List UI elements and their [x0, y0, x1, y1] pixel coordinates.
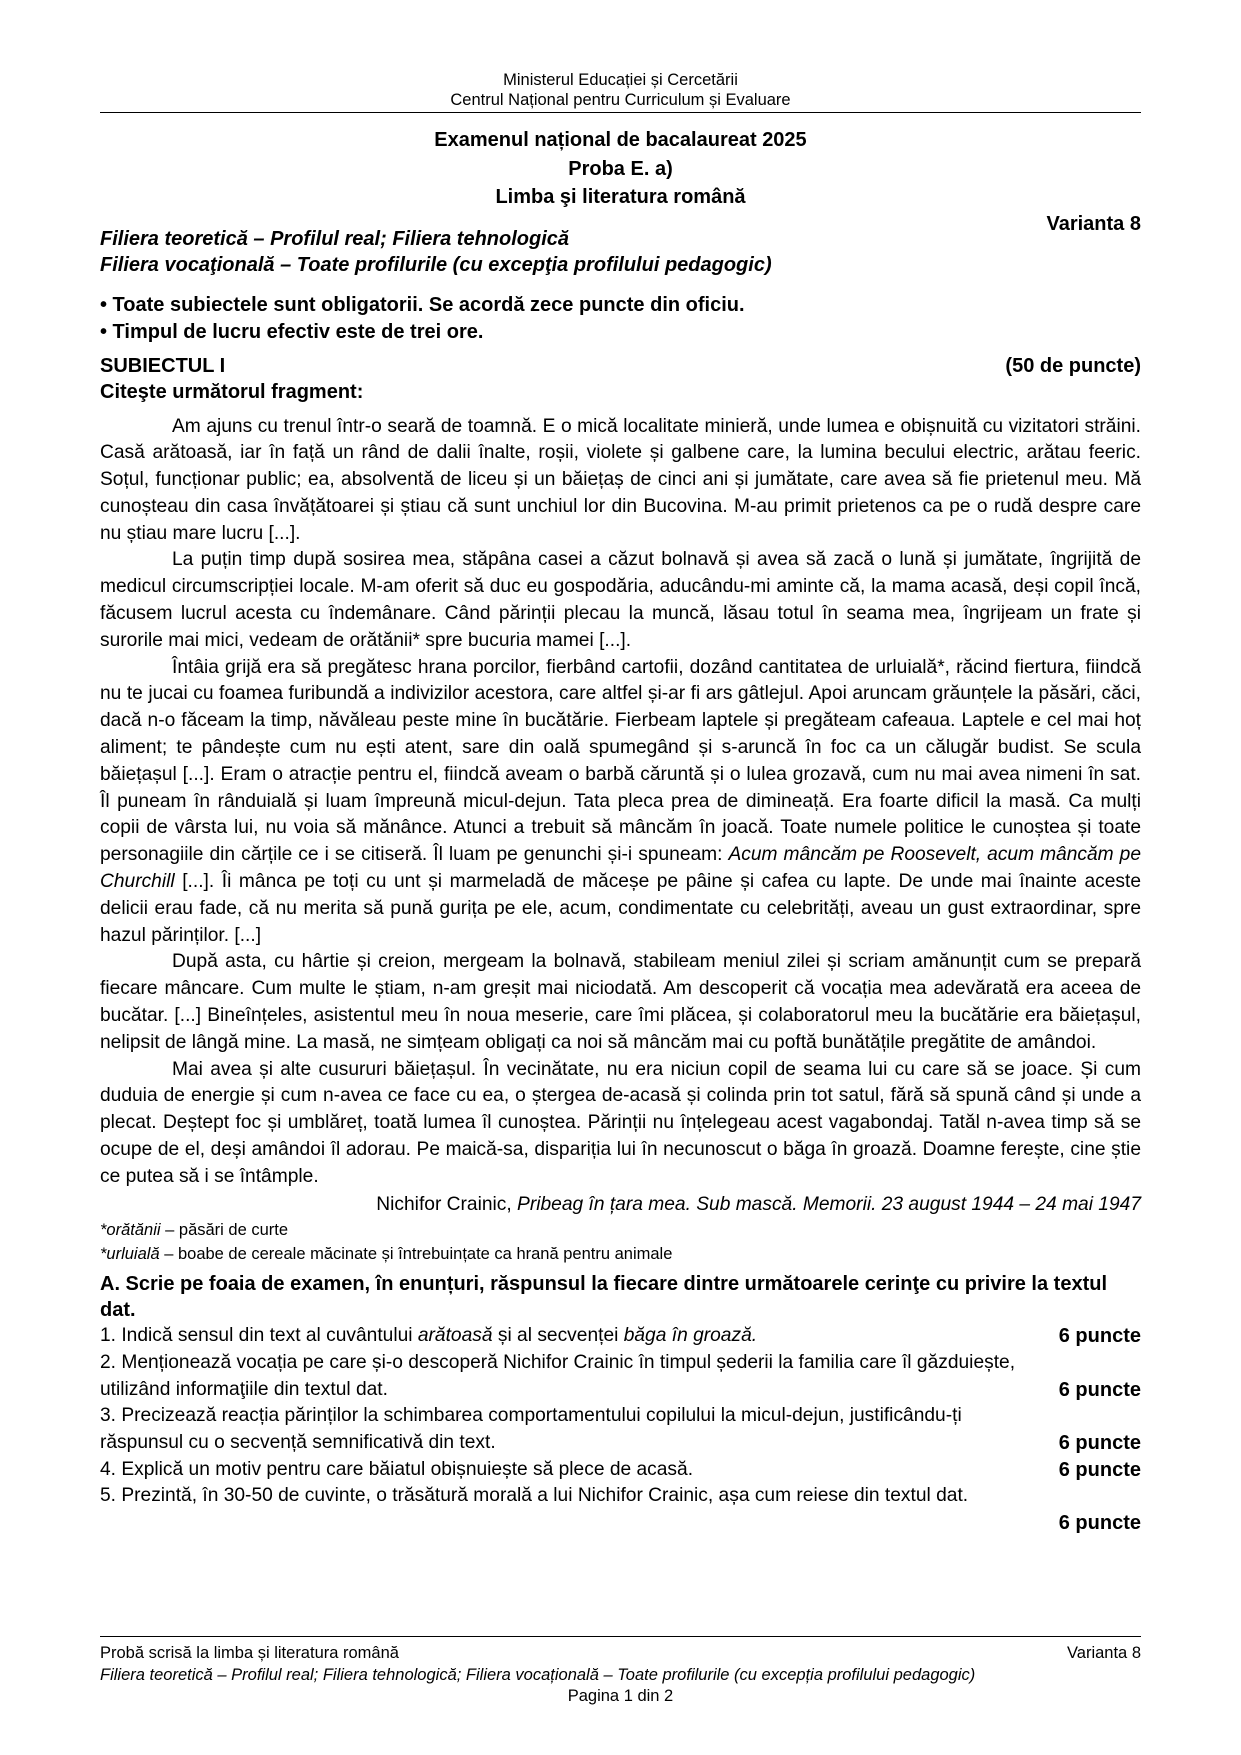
header-divider [100, 112, 1141, 113]
ministry-name: Ministerul Educației și Cercetării [503, 71, 738, 89]
rule-1: • Toate subiectele sunt obligatorii. Se acordă zece puncte din oficiu. [100, 293, 745, 316]
footnote-2 [100, 1242, 1141, 1266]
requirement-1-text-b: și al secvenței [492, 1325, 624, 1347]
requirement-5-text: 5. Prezintă, în 30-50 de cuvinte, o trăsătură morală a lui Nichifor Crainic, așa cum reiese din textul dat. [100, 1485, 969, 1507]
footnote-1-term: *orătănii [100, 1221, 161, 1240]
footnote-2-term: *urluială [100, 1245, 160, 1264]
filiera-line-1: Filiera teoretică – Profilul real; Filiera tehnologică [100, 227, 570, 250]
requirement-3-line-2: răspunsul cu o secvență semnificativă din text. [100, 1431, 496, 1453]
requirement-1-points: 6 puncte [1058, 1325, 1141, 1348]
requirements-list [100, 1323, 1141, 1537]
paragraph-1: Am ajuns cu trenul într-o seară de toamnă. E o mică localitate minieră, unde lumea e obișnuită cu vizitatori străini. Casă arătoasă, iar în față un rând de dalii înalte, roșii, violete și galbene care, la lumina becului electric, arătau feeric. Soțul, funcționar public; ea, absolventă de liceu și un băiețaș de cinci ani și jumătate, care avea să fie prietenul meu. Mă cunoșteau din casa învățătoarei și știau că sunt unchiul lor din Bucovina. M-au primit prietenos ca pe o rudă despre care nu știau mare lucru [...]. [100, 415, 1141, 544]
requirement-2-line-2: utilizând informaţiile din textul dat. [100, 1378, 388, 1400]
requirement-5-points: 6 puncte [1058, 1512, 1141, 1535]
paragraph-3 [100, 655, 1141, 950]
rule-2: • Timpul de lucru efectiv este de trei ore. [100, 320, 484, 343]
footer-proba: Probă scrisă la limba și literatura română [100, 1644, 399, 1662]
paragraph-3-part-b: [...]. Îi mânca pe toți cu unt și marmeladă de măceșe pe pâine și cafea cu lapte. De unde mai înainte aceste delicii erau fade, că nu merita să pună gurița pe ele, acum, condimentate cu celebrități, aveau un gust extraordinar, spre hazul părinților. [...] [100, 871, 1141, 946]
paragraph-4: După asta, cu hârtie și creion, mergeam la bolnavă, stabileam meniul zilei și scriam amănunțit cum se prepară fiecare mâncare. Cum multe le știam, n-am greșit mai niciodată. Am descoperit că vocația mea adevărată era aceea de bucătar. [...] Bineînțeles, asistentul meu în noua meserie, care îmi plăcea, și colaboratorul meu la bucătărie era băiețașul, nelipsit de lângă mine. La masă, ne simțeam obligați ca noi să mâncăm mai cu poftă bunătățile pregătite de amândoi. [100, 951, 1141, 1053]
exam-proba: Proba E. a) [568, 157, 673, 180]
footer-divider [100, 1636, 1141, 1637]
requirement-3-line-1: 3. Precizează reacția părinților la schimbarea comportamentului copilului la micul-dejun, justificându-ți [100, 1405, 962, 1427]
exam-subject: Limba şi literatura română [495, 186, 746, 208]
section-a-heading: A. Scrie pe foaia de examen, în enunțuri, răspunsul la fiecare dintre următoarele cerinţe cu privire la textul dat. [100, 1273, 1108, 1321]
fragment-text [100, 414, 1141, 1191]
filiere-block [100, 226, 1141, 279]
requirement-4-points: 6 puncte [1058, 1458, 1141, 1481]
footer-variant: Varianta 8 [1067, 1644, 1141, 1662]
requirement-1-word: arătoasă [417, 1325, 493, 1347]
source-title: Pribeag în țara mea. Sub mască. Memorii. 23 august 1944 – 24 mai 1947 [517, 1193, 1141, 1215]
requirement-4 [100, 1457, 1141, 1484]
subject-points: (50 de puncte) [1005, 354, 1141, 377]
requirement-3 [100, 1430, 1141, 1457]
footnote-1 [100, 1218, 1141, 1242]
exam-rules [100, 292, 1141, 346]
read-instruction: Citeşte următorul fragment: [100, 380, 364, 403]
paragraph-3-quote: Acum mâncăm pe Roosevelt, acum mâncăm pe Churchill [100, 844, 1142, 893]
subject-label: SUBIECTUL I [100, 354, 226, 377]
footer-filiere: Filiera teoretică – Profilul real; Filiera tehnologică; Filiera vocațională – Toate profilurile (cu excepția profilului pedagogic) [100, 1665, 976, 1684]
requirement-3-points: 6 puncte [1058, 1431, 1141, 1454]
center-name: Centrul Național pentru Curriculum și Evaluare [450, 91, 791, 109]
requirement-1-phrase: băga în groază. [623, 1325, 758, 1347]
subject-header [100, 353, 1141, 380]
requirement-1 [100, 1323, 1141, 1350]
paragraph-5: Mai avea și alte cusururi băiețașul. În vecinătate, nu era niciun copil de seama lui cu care să se joace. Și cum duduia de energie și cum n-avea ce face cu ea, o ștergea de-acasă și colinda prin tot satul, fără să spună când și unde a plecat. Deștept foc și umblăreț, toată lumea îl cunoștea. Părinții nu înțelegeau acest vagabondaj. Tatăl n-avea timp să se ocupe de el, deși amândoi îl adorau. Pe maică-sa, dispariția lui în necunoscut o băga în groază. Doamne ferește, cine știe ce putea să i se întâmple. [100, 1058, 1141, 1187]
exam-title: Examenul național de bacalaureat 2025 [434, 129, 807, 151]
requirement-2-line-1: 2. Menționează vocația pe care și-o descoperă Nichifor Crainic în timpul șederii la familia care îl găzduiește, [100, 1351, 1016, 1373]
requirement-1-text: 1. Indică sensul din text al cuvântului [100, 1325, 418, 1347]
page-footer [100, 1636, 1141, 1708]
variant-label: Varianta 8 [1046, 212, 1141, 235]
requirement-2 [100, 1377, 1141, 1404]
footnote-2-definition: – boabe de cereale măcinate și întrebuințate ca hrană pentru animale [159, 1245, 673, 1264]
source-author: Nichifor Crainic, [376, 1193, 518, 1215]
requirement-4-text: 4. Explică un motiv pentru care băiatul obișnuiește să plece de acasă. [100, 1458, 694, 1480]
source-attribution [100, 1192, 1141, 1219]
requirement-2-points: 6 puncte [1058, 1378, 1141, 1401]
paragraph-3-part-a: Întâia grijă era să pregătesc hrana porcilor, fierbând cartofii, dozând cantitatea de urluială*, răcind fiertura, fiindcă nu te jucai cu foamea furibundă a indivizilor acestora, care altfel și-ar fi ars gâtlejul. Apoi aruncam grăunțele la păsări, căci, dacă n-o făceam la timp, năvăleau peste mine în bucătărie. Fierbeam laptele și pregăteam cafeaua. Laptele e cel mai hoț aliment; te pândește cum nu ești atent, sare din oală spumegând și s-aruncă în foc ca un călugăr budist. Se scula băiețașul [...]. Eram o atracție pentru el, fiindcă aveam o barbă căruntă și o lulea grozavă, cum nu mai avea nimeni în sat. Îl puneam în rânduială și luam împreună micul-dejun. Tata pleca prea de dimineață. Era foarte dificil la masă. Ca mulți copii de vârsta lui, nu voia să mănânce. Atunci a trebuit să mâncăm în joacă. Toate numele politice le cunoștea și toate personagiile din cărțile ce i se citiseră. Îl luam pe genunchi și-i spuneam: [100, 656, 1141, 866]
page-number: Pagina 1 din 2 [567, 1687, 674, 1705]
paragraph-2: La puțin timp după sosirea mea, stăpâna casei a căzut bolnavă și avea să zacă o lună și jumătate, îngrijită de medicul circumscripției locale. M-am oferit să duc eu gospodăria, aducându-mi aminte că, la mama acasă, deși copil încă, făcusem lucrul acesta cu îndemânare. Când părinții plecau la muncă, lăsau totul în seama mea, îngrijeam un frate și surorile mai mici, vedeam de orătănii* spre bucuria mamei [...]. [100, 549, 1141, 651]
footnote-1-definition: – păsări de curte [160, 1221, 289, 1240]
filiera-line-2: Filiera vocaţională – Toate profilurile (cu excepţia profilului pedagogic) [100, 254, 772, 276]
exam-page [100, 0, 1141, 1537]
